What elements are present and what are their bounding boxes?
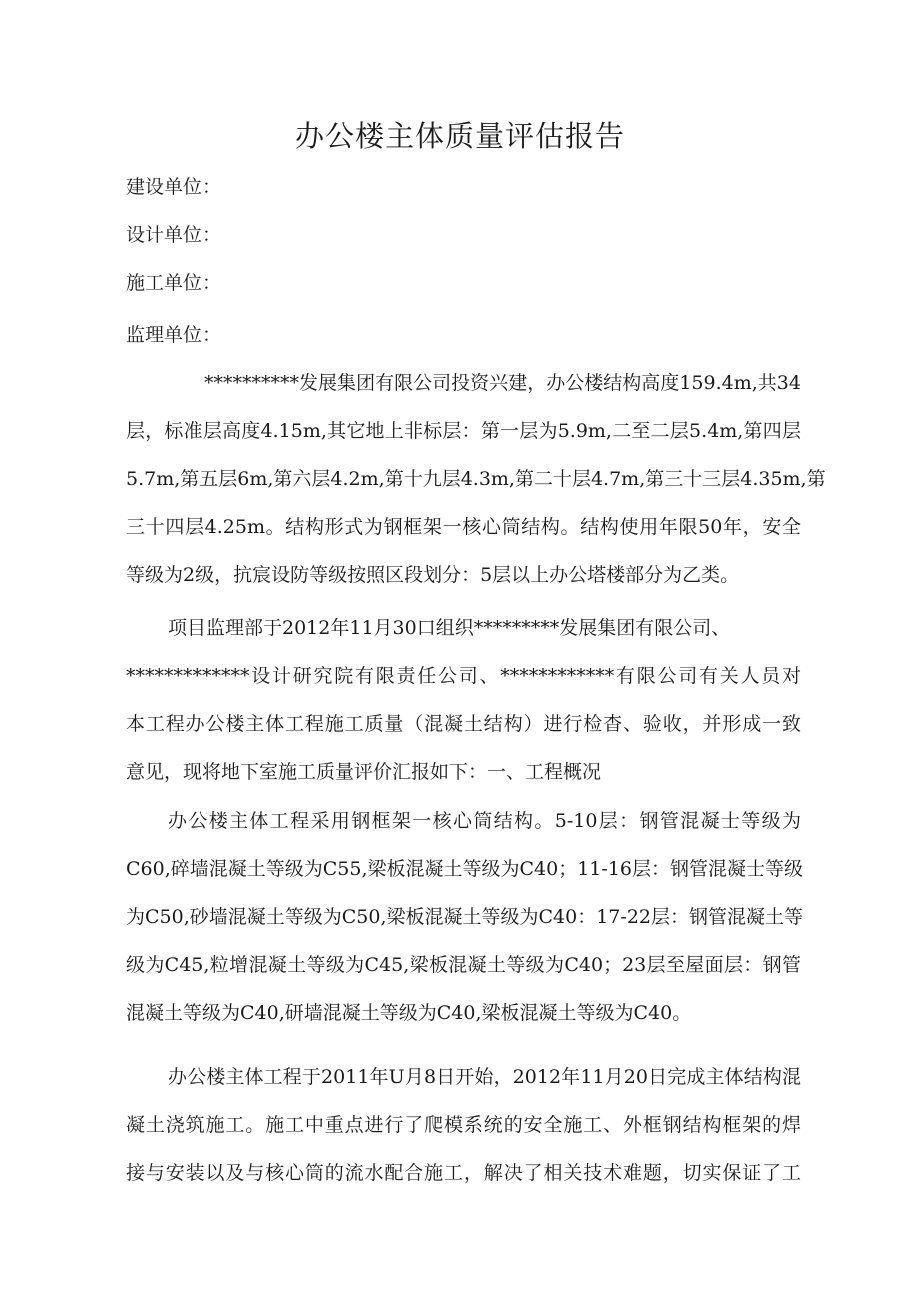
paragraph-line: C60,碎墙混凝土等级为C55,梁板混凝土等级为C40；11-16层：钢管混凝士等级 (126, 858, 803, 880)
paragraph-line: 等级为2级，抗宸设防等级按照区段划分：5层以上办公塔楼部分为乙类。 (126, 564, 740, 586)
paragraph-project-overview (126, 359, 826, 599)
paragraph-line: 意见，现将地下室施工质量评价汇报如下：一、工程概况 (126, 761, 602, 783)
construction-unit-label: 建设单位： (126, 176, 222, 198)
paragraph-line: 三十四层4.25m。结构形式为钢框架一核心筒结构。结构使用年限50年，安全 (126, 516, 801, 538)
paragraph-inspection-organization (126, 604, 801, 796)
paragraph-line: 5.7m,第五层6m,第六层4.2m,第十九层4.3m,第二十层4.7m,第三十三层4.35m,第 (126, 468, 826, 490)
paragraph-concrete-grades (126, 797, 801, 1037)
paragraph-line: 本工程办公楼主体工程施工质量（混凝土结构）进行检杳、验收，并形成一致 (126, 713, 801, 735)
paragraph-line: 为C50,砂墙混凝土等级为C50,梁板混凝土等级为C40：17-22层：钢管混凝土等 (126, 906, 803, 928)
paragraph-line: 层，标准层高度4.15m,其它地上非标层：第一层为5.9m,二至二层5.4m,第四层 (126, 420, 801, 442)
paragraph-line: 级为C45,粒增混凝土等级为C45,梁板混凝土等级为C40；23层至屋面层：钢管 (126, 954, 801, 976)
paragraph-line: 凝土浇筑施工。施工中重点进行了爬模系统的安全施工、外框钢结构框架的焊 (126, 1114, 801, 1136)
builder-unit-label: 施工单位： (126, 272, 222, 294)
paragraph-construction-progress (126, 1053, 801, 1197)
paragraph-line: 接与安装以及与核心筒的流水配合施工，解决了相关技术难题，切实保证了工 (126, 1162, 801, 1184)
paragraph-line: 办公楼主体工程采用钢框架一核心筒结构。5-10层：钢管混凝士等级为 (168, 810, 801, 832)
supervision-unit-label: 监理单位： (126, 324, 222, 346)
paragraph-line: *************设计研究院有限责任公司、************有限公司有关人员对 (126, 665, 801, 687)
document-title: 办公楼主体质量评估报告 (294, 119, 625, 153)
paragraph-line: 混凝土等级为C40,研墙混凝土等级为C40,梁板混凝土等级为C40。 (126, 1002, 692, 1024)
paragraph-line: 办公楼主体工程于2011年U月8日开始，2012年11月20日完成主体结构混 (168, 1066, 801, 1088)
paragraph-line: **********发展集团有限公司投资兴建，办公楼结构高度159.4m,共34 (204, 372, 801, 394)
design-unit-label: 设计单位： (126, 224, 222, 246)
paragraph-line: 项目监理部于2012年11月30口组织*********发展集团有限公司、 (168, 617, 731, 639)
